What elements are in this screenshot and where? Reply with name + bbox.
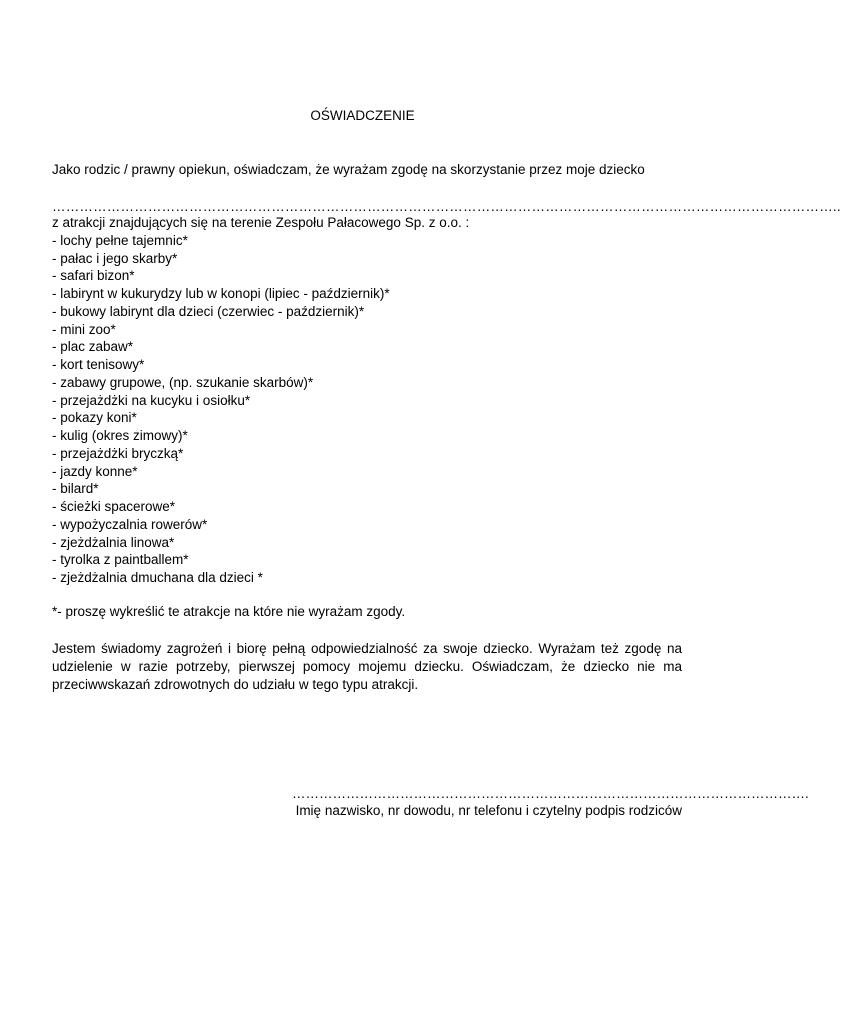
intro-text: Jako rodzic / prawny opiekun, oświadczam, że wyrażam zgodę na skorzystanie przez moje dziecko (52, 162, 645, 177)
signature-label: Imię nazwisko, nr dowodu, nr telefonu i czytelny podpis rodziców (295, 803, 682, 818)
signature-line: ……………………………………………………………………………………………………. (292, 786, 809, 801)
attraction-item: - kort tenisowy* (52, 357, 145, 372)
attractions-section (52, 214, 682, 587)
document-title: OŚWIADCZENIE (310, 108, 415, 123)
attractions-lead: z atrakcji znajdujących się na terenie Zespołu Pałacowego Sp. z o.o. : (52, 215, 470, 230)
attraction-item: - safari bizon* (52, 268, 135, 284)
attraction-item: - ścieżki spacerowe* (52, 499, 176, 514)
attraction-item: - przejażdżki na kucyku i osiołku* (52, 392, 251, 408)
attraction-item: - zjeżdżalnia linowa* (52, 534, 175, 550)
attraction-item: - bukowy labirynt dla dzieci (czerwiec - październik)* (52, 303, 365, 319)
attraction-item: - wypożyczalnia rowerów* (52, 516, 208, 532)
attraction-item: - pałac i jego skarby* (52, 250, 178, 266)
attraction-item: - plac zabaw* (52, 339, 134, 355)
attraction-item: - mini zoo* (52, 321, 116, 337)
attraction-item: - tyrolka z paintballem* (52, 552, 189, 568)
attraction-item: - zabawy grupowe, (np. szukanie skarbów)* (52, 374, 314, 390)
attraction-item: - pokazy koni* (52, 410, 137, 426)
attraction-item: - bilard* (52, 481, 99, 497)
attraction-item: - zjeżdżalnia dmuchana dla dzieci * (52, 570, 263, 585)
attraction-item: - jazdy konne* (52, 463, 138, 479)
child-name-line: ……………………………………………………………………………………………………………………………………………………….. (52, 199, 841, 214)
attraction-item: - lochy pełne tajemnic* (52, 232, 188, 248)
attraction-item: - przejażdżki bryczką* (52, 445, 184, 461)
strike-out-note: *- proszę wykreślić te atrakcje na które nie wyrażam zgody. (52, 604, 406, 619)
attraction-item: - kulig (okres zimowy)* (52, 428, 188, 443)
responsibility-paragraph: Jestem świadomy zagrożeń i biorę pełną odpowiedzialność za swoje dziecko. Wyrażam też zgodę na udzielenie w razie potrzeby, pierwszej pomocy mojemu dziecku. Oświadczam, że dziecko nie ma przeciwwskazań zdrowotnych do udziału w tego typu atrakcji. (52, 641, 682, 692)
attraction-item: - labirynt w kukurydzy lub w konopi (lipiec - październik)* (52, 286, 390, 301)
